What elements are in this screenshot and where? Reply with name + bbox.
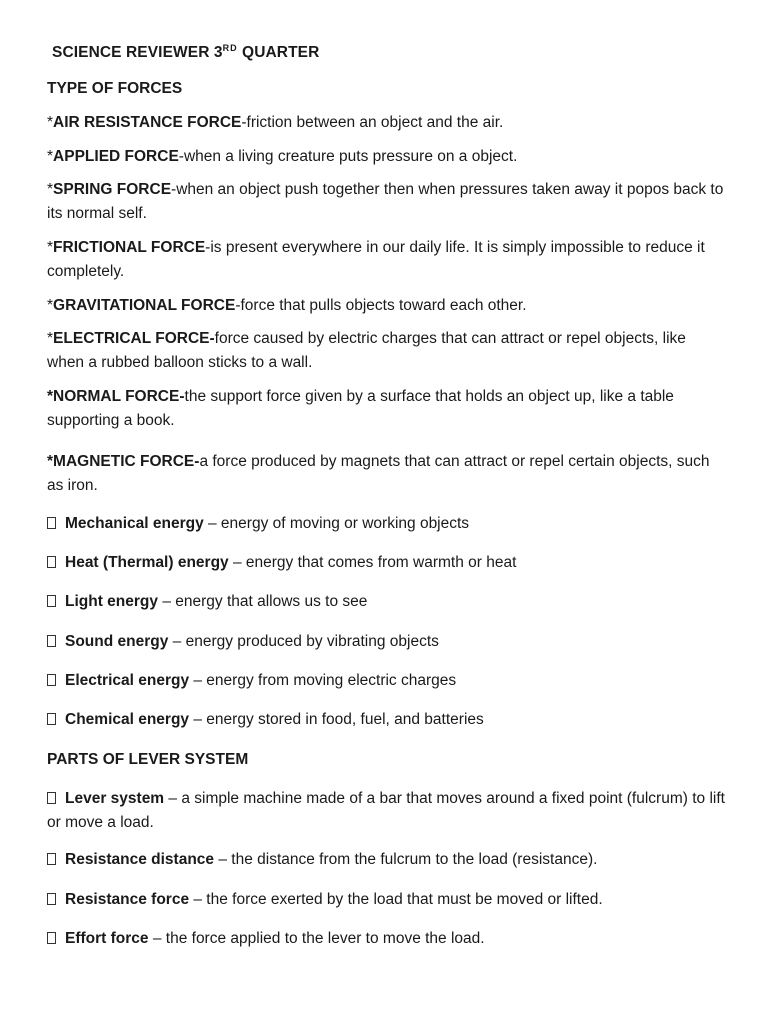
force-definition: force caused by electric charges that can attract or repel objects, like when a rubbed balloon sticks to a wall. [47, 330, 686, 371]
force-item [47, 178, 727, 226]
lever-item [47, 848, 727, 872]
lever-definition: – the distance from the fulcrum to the load (resistance). [214, 851, 598, 868]
lever-term: Lever system [65, 790, 165, 807]
lever-definition: – the force exerted by the load that must be moved or lifted. [189, 891, 603, 908]
force-item [47, 385, 727, 433]
lever-definition: – a simple machine made of a bar that moves around a fixed point (fulcrum) to lift or move a load. [47, 790, 725, 831]
lever-item [47, 927, 727, 951]
page-title [52, 44, 319, 62]
force-definition: -when a living creature puts pressure on a object. [178, 148, 518, 165]
energy-term: Sound energy [65, 633, 169, 650]
force-definition: -force that pulls objects toward each other. [235, 297, 527, 314]
bullet-box-icon [47, 713, 56, 725]
force-term: FRICTIONAL FORCE [53, 239, 206, 256]
lever-definition: – the force applied to the lever to move the load. [148, 930, 485, 947]
energy-term: Electrical energy [65, 672, 190, 689]
force-star: * [47, 239, 54, 256]
title-superscript: RD [222, 43, 238, 53]
force-star: * [47, 388, 54, 405]
force-star: * [47, 453, 54, 470]
force-term: APPLIED FORCE [53, 148, 179, 165]
bullet-box-icon [47, 932, 56, 944]
energy-item [47, 551, 727, 575]
energy-definition: – energy that allows us to see [158, 593, 368, 610]
force-definition: the support force given by a surface that holds an object up, like a table supporting a book. [47, 388, 674, 429]
energy-item [47, 630, 727, 654]
lever-term: Effort force [65, 930, 149, 947]
title-tail: QUARTER [237, 44, 320, 61]
force-term: MAGNETIC FORCE- [53, 453, 200, 470]
bullet-box-icon [47, 893, 56, 905]
force-item [47, 450, 727, 498]
energy-definition: – energy stored in food, fuel, and batteries [189, 711, 484, 728]
bullet-box-icon [47, 517, 56, 529]
heading-type-of-forces: TYPE OF FORCES [47, 80, 183, 97]
energy-item [47, 708, 727, 732]
bullet-box-icon [47, 853, 56, 865]
lever-item [47, 888, 727, 912]
energy-definition: – energy that comes from warmth or heat [228, 554, 517, 571]
force-definition: -friction between an object and the air. [241, 114, 504, 131]
bullet-box-icon [47, 792, 56, 804]
force-star: * [47, 297, 54, 314]
bullet-box-icon [47, 674, 56, 686]
bullet-box-icon [47, 635, 56, 647]
lever-item [47, 787, 727, 835]
energy-item [47, 512, 727, 536]
force-definition: a force produced by magnets that can attract or repel certain objects, such as iron. [47, 453, 710, 494]
lever-term: Resistance force [65, 891, 190, 908]
force-term: ELECTRICAL FORCE- [53, 330, 215, 347]
energy-definition: – energy of moving or working objects [203, 515, 470, 532]
force-item [47, 294, 727, 318]
heading-parts-of-lever-system: PARTS OF LEVER SYSTEM [47, 751, 249, 768]
energy-definition: – energy produced by vibrating objects [168, 633, 439, 650]
energy-term: Mechanical energy [65, 515, 204, 532]
force-definition: -is present everywhere in our daily life. It is simply impossible to reduce it completely. [47, 239, 705, 280]
energy-item [47, 669, 727, 693]
force-item [47, 327, 727, 375]
force-item [47, 145, 727, 169]
force-term: SPRING FORCE [53, 181, 172, 198]
force-term: NORMAL FORCE- [53, 388, 185, 405]
force-definition: -when an object push together then when pressures taken away it popos back to its normal self. [47, 181, 724, 222]
energy-term: Chemical energy [65, 711, 190, 728]
force-term: GRAVITATIONAL FORCE [53, 297, 236, 314]
force-star: * [47, 181, 54, 198]
lever-term: Resistance distance [65, 851, 215, 868]
energy-definition: – energy from moving electric charges [189, 672, 457, 689]
force-star: * [47, 114, 54, 131]
force-term: AIR RESISTANCE FORCE [53, 114, 242, 131]
energy-term: Heat (Thermal) energy [65, 554, 229, 571]
bullet-box-icon [47, 595, 56, 607]
force-item [47, 236, 727, 284]
energy-item [47, 590, 727, 614]
force-star: * [47, 330, 54, 347]
force-item [47, 111, 727, 135]
energy-term: Light energy [65, 593, 159, 610]
title-main: SCIENCE REVIEWER 3 [52, 44, 223, 61]
bullet-box-icon [47, 556, 56, 568]
force-star: * [47, 148, 54, 165]
